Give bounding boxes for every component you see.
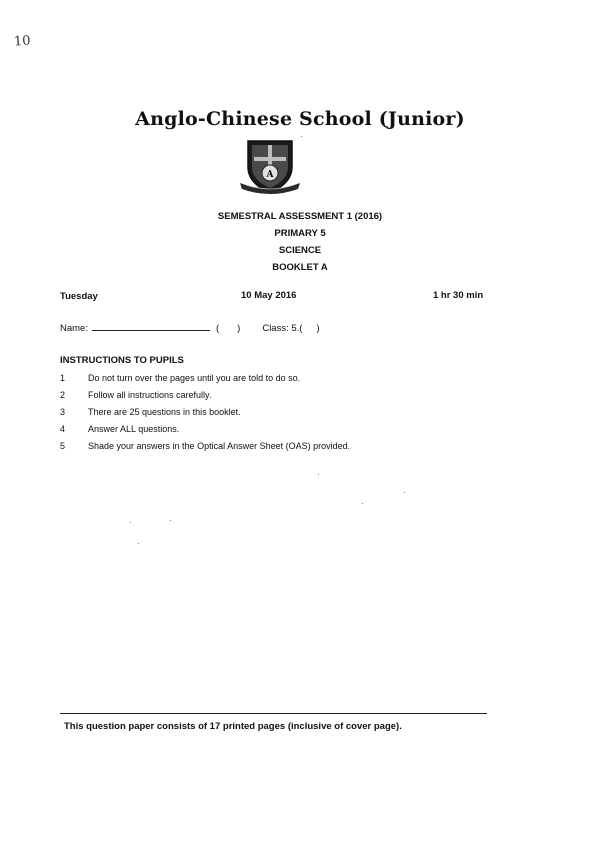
instruction-text: Shade your answers in the Optical Answer Sheet (OAS) provided. — [88, 441, 351, 451]
scan-speck — [301, 136, 302, 137]
instructions-list — [60, 373, 350, 458]
exam-duration: 1 hr 30 min — [433, 290, 484, 301]
instruction-number: 3 — [60, 407, 66, 417]
page-count-note: This question paper consists of 17 printed pages (inclusive of cover page). — [64, 721, 402, 732]
exam-day: Tuesday — [60, 291, 98, 302]
footer-divider — [60, 713, 487, 714]
class-paren-close: ) — [316, 323, 320, 334]
instruction-number: 4 — [60, 424, 66, 434]
instruction-number: 2 — [60, 390, 66, 400]
school-name: Anglo-Chinese School (Junior) — [135, 108, 465, 130]
scan-speck — [138, 543, 139, 544]
instruction-text: There are 25 questions in this booklet. — [88, 407, 241, 417]
instruction-number: 5 — [60, 441, 66, 451]
scan-speck — [130, 522, 131, 523]
index-paren-close: ) — [237, 323, 241, 334]
svg-text:A: A — [266, 170, 274, 180]
school-crest-icon — [238, 137, 302, 197]
booklet-label: BOOKLET A — [272, 262, 328, 273]
handwritten-page-mark: 10 — [13, 33, 32, 50]
instruction-number: 1 — [60, 373, 66, 383]
instructions-heading: INSTRUCTIONS TO PUPILS — [60, 355, 184, 366]
scan-speck — [362, 503, 363, 504]
instruction-item — [60, 407, 350, 424]
scan-speck — [170, 520, 171, 521]
scan-speck — [318, 474, 319, 475]
level-label: PRIMARY 5 — [274, 228, 326, 239]
index-paren-open: ( — [215, 323, 220, 334]
instruction-item — [60, 424, 350, 441]
scan-speck — [404, 492, 405, 493]
instruction-item — [60, 390, 350, 407]
class-label: Class: 5.( — [262, 323, 303, 334]
name-blank-line[interactable] — [92, 321, 210, 331]
assessment-title: SEMESTRAL ASSESSMENT 1 (2016) — [217, 211, 383, 222]
subject-label: SCIENCE — [278, 245, 322, 256]
instruction-text: Do not turn over the pages until you are told to do so. — [88, 373, 301, 383]
instruction-text: Follow all instructions carefully. — [88, 390, 212, 400]
exam-date: 10 May 2016 — [241, 290, 297, 301]
instruction-text: Answer ALL questions. — [88, 424, 180, 434]
instruction-item — [60, 441, 350, 458]
name-label: Name: — [60, 323, 88, 334]
student-details-row — [60, 321, 320, 334]
instruction-item — [60, 373, 350, 390]
